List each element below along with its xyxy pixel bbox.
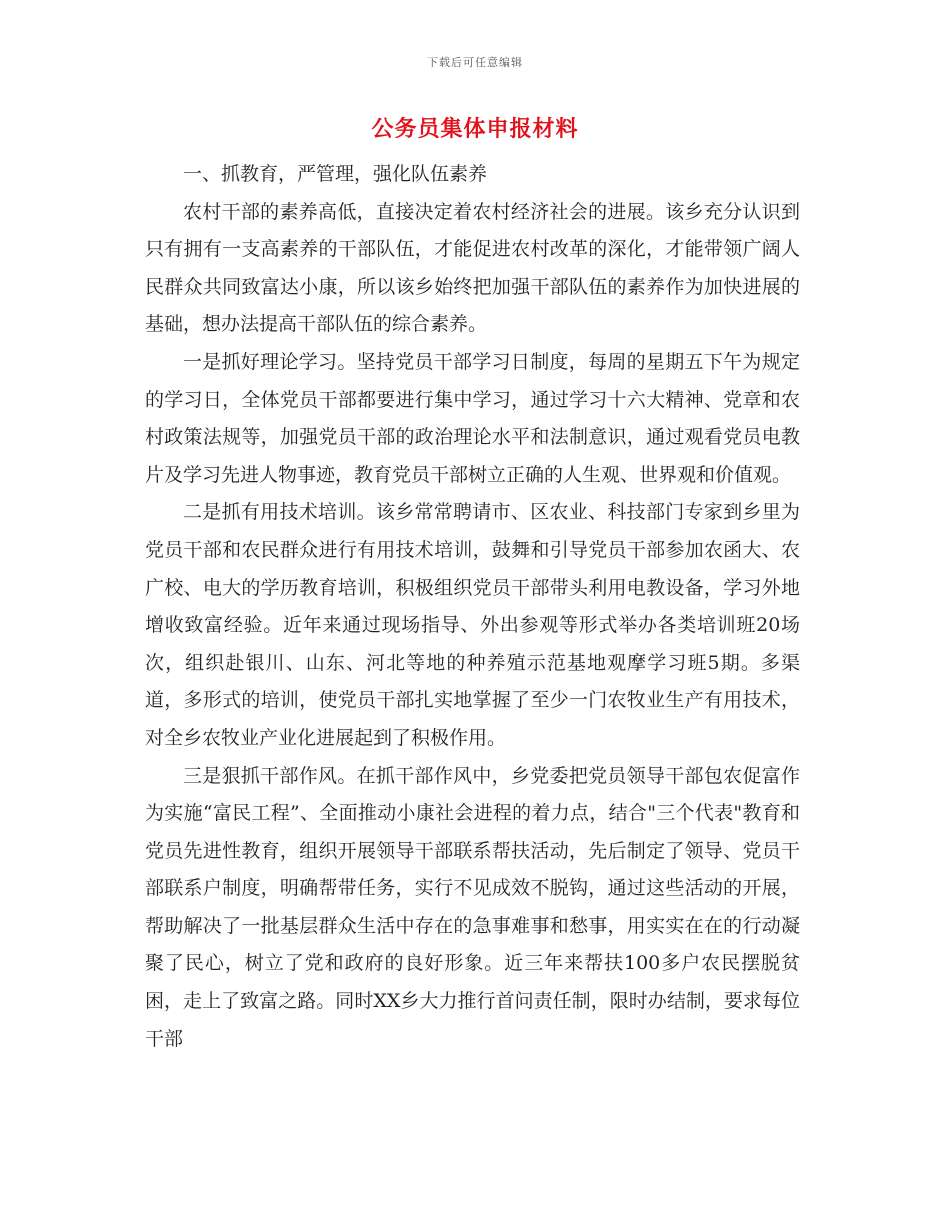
document-title: 公务员集体申报材料 (371, 116, 579, 142)
header-note: 下载后可任意编辑 (427, 56, 523, 69)
paragraph-intro: 农村干部的素养高低，直接决定着农村经济社会的进展。该乡充分认识到只有拥有一支高素养的干部队伍，才能促进农村改革的深化，才能带领广阔人民群众共同致富达小康，所以该乡始终把加强干部队伍的素养作为加快进展的基础，想办法提高干部队伍的综合素养。 (145, 200, 800, 336)
document-body (145, 156, 800, 1058)
paragraph-theory-study: 一是抓好理论学习。坚持党员干部学习日制度，每周的星期五下午为规定的学习日，全体党员干部都要进行集中学习，通过学习十六大精神、党章和农村政策法规等，加强党员干部的政治理论水平和法制意识，通过观看党员电教片及学习先进人物事迹，教育党员干部树立正确的人生观、世界观和价值观。 (145, 350, 800, 486)
section-heading: 一、抓教育，严管理，强化队伍素养 (183, 163, 488, 185)
paragraph-cadre-style: 三是狠抓干部作风。在抓干部作风中，乡党委把党员领导干部包农促富作为实施“富民工程”、全面推动小康社会进程的着力点，结合"三个代表"教育和党员先进性教育，组织开展领导干部联系帮扶活动，先后制定了领导、党员干部联系户制度，明确帮带任务，实行不见成效不脱钩，通过这些活动的开展，帮助解决了一批基层群众生活中存在的急事难事和愁事，用实实在在的行动凝聚了民心，树立了党和政府的良好形象。近三年来帮扶100多户农民摆脱贫困，走上了致富之路。同时XX乡大力推行首问责任制，限时办结制，要求每位干部 (145, 764, 800, 1050)
paragraph-technical-training: 二是抓有用技术培训。该乡常常聘请市、区农业、科技部门专家到乡里为党员干部和农民群众进行有用技术培训，鼓舞和引导党员干部参加农函大、农广校、电大的学历教育培训，积极组织党员干部带头利用电教设备，学习外地增收致富经验。近年来通过现场指导、外出参观等形式举办各类培训班20场次，组织赴银川、山东、河北等地的种养殖示范基地观摩学习班5期。多渠道，多形式的培训，使党员干部扎实地掌握了至少一门农牧业生产有用技术，对全乡农牧业产业化进展起到了积极作用。 (145, 501, 800, 749)
